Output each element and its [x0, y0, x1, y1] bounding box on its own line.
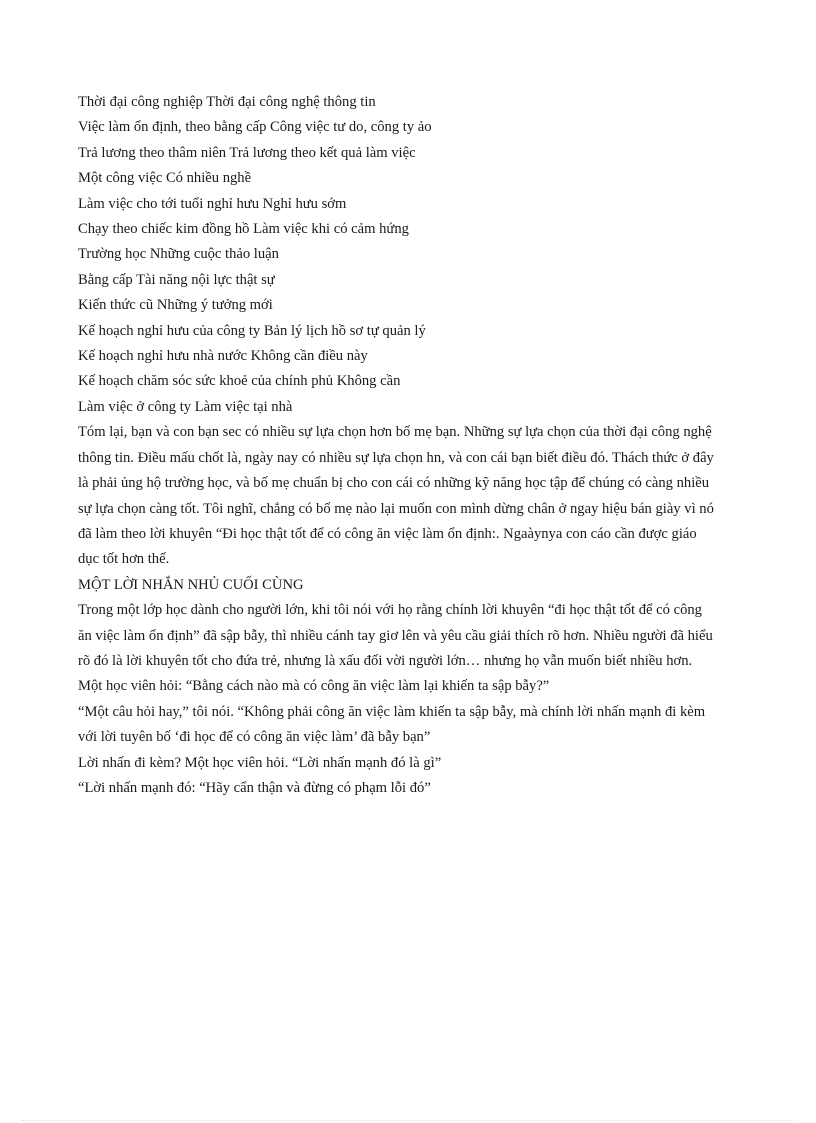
comparison-line: Kế hoạch nghỉ hưu của công ty Bản lý lịch hồ sơ tự quản lý — [78, 322, 426, 339]
dialogue-line: “Một câu hỏi hay,” tôi nói. “Không phải công ăn việc làm khiến ta sập bẫy, mà chính lời nhấn mạnh đi kèm — [78, 703, 706, 720]
dialogue-line: Lời nhấn đi kèm? Một học viên hỏi. “Lời nhấn mạnh đó là gì” — [78, 754, 442, 771]
comparison-line: Việc làm ổn định, theo bằng cấp Công việc tư do, công ty ảo — [78, 119, 432, 136]
comparison-line: Trả lương theo thâm niên Trả lương theo kết quả làm việc — [78, 144, 416, 161]
dialogue-line: “Lời nhấn mạnh đó: “Hãy cẩn thận và đừng có phạm lỗi đó” — [78, 779, 431, 796]
comparison-line: Làm việc ở công ty Làm việc tại nhà — [78, 398, 293, 415]
paragraph-line: thông tin. Điều mấu chốt là, ngày nay có nhiều sự lựa chọn hn, và con cái bạn biết điều đó. Thách thức ở đây — [78, 449, 714, 466]
paragraph-line: sự lựa chọn càng tốt. Tôi nghĩ, chẳng có bố mẹ nào lại muốn con mình dừng chân ở ngay hiệu bán giày vì nó — [78, 500, 714, 517]
paragraph-line: Tóm lại, bạn và con bạn sec có nhiều sự lựa chọn hơn bố mẹ bạn. Những sự lựa chọn của thời đại công nghệ — [78, 424, 712, 441]
comparison-line: Một công việc Có nhiều nghề — [78, 170, 252, 187]
summary-paragraph — [78, 420, 742, 572]
closing-section — [78, 598, 742, 801]
section-heading: MỘT LỜI NHẮN NHỦ CUỐI CÙNG — [78, 576, 304, 593]
dialogue-line: Một học viên hỏi: “Bằng cách nào mà có công ăn việc làm lại khiến ta sập bẫy?” — [78, 678, 550, 695]
dialogue-line: với lời tuyên bố ‘đi học để có công ăn việc làm’ đã bẫy bạn” — [78, 729, 431, 746]
comparison-list — [78, 90, 742, 420]
comparison-line: Kế hoạch chăm sóc sức khoẻ của chính phủ Không cần — [78, 373, 401, 390]
comparison-line: Chạy theo chiếc kim đồng hồ Làm việc khi có cảm hứng — [78, 221, 409, 238]
paragraph-line: đã làm theo lời khuyên “Đi học thật tốt để có công ăn việc làm ổn định:. Ngaàynya con cáo cần được giáo — [78, 525, 697, 542]
paragraph-line: dục tốt hơn thế. — [78, 551, 170, 568]
comparison-line: Kiến thức cũ Những ý tưởng mới — [78, 297, 273, 314]
paragraph-line: rõ đó là lời khuyên tốt cho đứa trẻ, nhưng là xấu đối vời người lớn… nhưng họ vẫn muốn biết nhiều hơn. — [78, 652, 693, 669]
paragraph-line: ăn việc làm ổn định” đã sập bẫy, thì nhiều cánh tay giơ lên và yêu cầu giải thích rõ hơn. Nhiều người đã hiểu — [78, 627, 713, 644]
comparison-line: Làm việc cho tới tuổi nghỉ hưu Nghỉ hưu sớm — [78, 195, 347, 212]
paragraph-line: Trong một lớp học dành cho người lớn, khi tôi nói với họ rằng chính lời khuyên “đi học thật tốt để có công — [78, 602, 702, 619]
paragraph-line: là phải ủng hộ trường học, và bố mẹ chuẩn bị cho con cái có những kỹ năng học tập để chúng có càng nhiều — [78, 475, 710, 492]
comparison-line: Trường học Những cuộc thảo luận — [78, 246, 279, 263]
page-bottom-divider — [22, 1120, 794, 1121]
document-body — [78, 90, 742, 801]
comparison-line: Bằng cấp Tài năng nội lực thật sự — [78, 271, 275, 288]
comparison-line: Thời đại công nghiệp Thời đại công nghệ thông tin — [78, 94, 376, 110]
comparison-line: Kế hoạch nghỉ hưu nhà nước Không cần điều này — [78, 348, 368, 365]
